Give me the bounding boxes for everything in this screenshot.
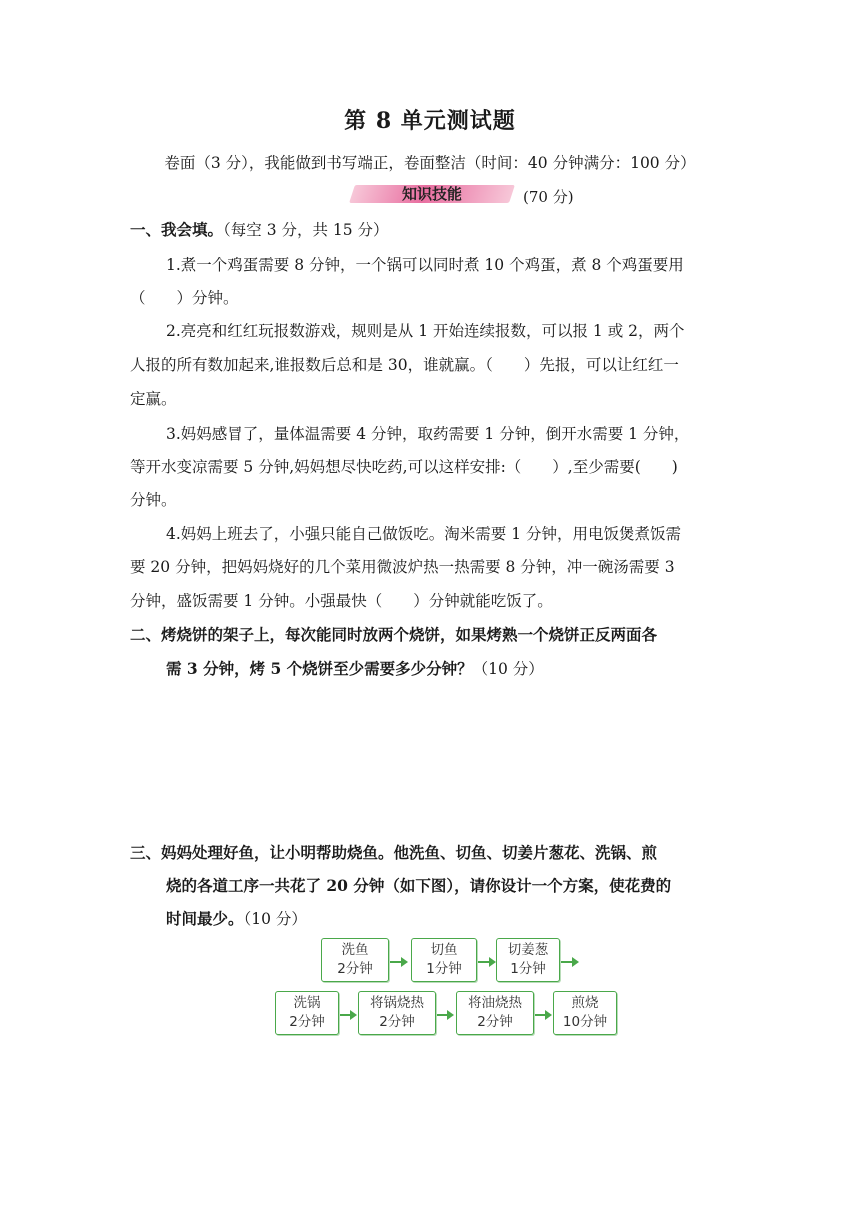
step-time: 10分钟: [562, 1014, 608, 1030]
step-time: 1分钟: [510, 961, 546, 977]
step-time: 2分钟: [379, 1014, 415, 1030]
step-wash-fish: [321, 938, 389, 982]
part3-line2: 烧的各道工序一共花了 20 分钟（如下图），请你设计一个方案，使花费的: [166, 876, 672, 895]
part1-heading: 一、我会填。: [130, 220, 224, 239]
part2-line1: 二、烤烧饼的架子上，每次能同时放两个烧饼，如果烤熟一个烧饼正反两面各: [130, 625, 658, 644]
arrow-icon: [561, 961, 577, 963]
process-flowchart: [270, 935, 630, 1045]
step-wash-pot: [275, 991, 339, 1035]
step-name: 切鱼: [430, 942, 458, 958]
step-time: 2分钟: [289, 1014, 325, 1030]
q4-line3: 分钟，盛饭需要 1 分钟。小强最快（ ）分钟就能吃饭了。: [130, 592, 553, 610]
part2-line2-row: [166, 659, 544, 679]
part3-line3-row: [166, 909, 307, 929]
q3-line1: 3.妈妈感冒了，量体温需要 4 分钟，取药需要 1 分钟，倒开水需要 1 分钟，: [166, 425, 690, 443]
part2-score: （10 分）: [472, 660, 544, 678]
part1-heading-row: [130, 220, 389, 240]
step-time: 2分钟: [337, 961, 373, 977]
banner-label: 知识技能: [401, 185, 462, 203]
banner-score: (70 分): [523, 188, 574, 206]
part3-line1: 三、妈妈处理好鱼，让小明帮助烧鱼。他洗鱼、切鱼、切姜片葱花、洗锅、煎: [130, 843, 658, 862]
part2-line2: 需 3 分钟，烤 5 个烧饼至少需要多少分钟？: [166, 659, 473, 678]
q1-line1: 1.煮一个鸡蛋需要 8 分钟，一个锅可以同时煮 10 个鸡蛋，煮 8 个鸡蛋要用: [166, 256, 684, 274]
step-name: 将锅烧热: [370, 995, 424, 1011]
part1-heading-note: （每空 3 分，共 15 分）: [223, 221, 389, 239]
step-cut-fish: [411, 938, 477, 982]
exam-instructions: 卷面（3 分），我能做到书写端正，卷面整洁（时间：40 分钟满分：100 分）: [164, 154, 696, 172]
page-title: 第 8 单元测试题: [344, 108, 516, 134]
part3-line3: 时间最少。: [166, 909, 244, 928]
step-name: 将油烧热: [468, 995, 522, 1011]
step-heat-pot: [358, 991, 436, 1035]
step-time: 2分钟: [477, 1014, 513, 1030]
step-fry: [553, 991, 617, 1035]
step-heat-oil: [456, 991, 534, 1035]
step-name: 洗锅: [293, 995, 321, 1011]
arrow-icon: [535, 1014, 550, 1016]
part3-score: （10 分）: [243, 910, 307, 928]
arrow-icon: [478, 961, 494, 963]
section-banner: [352, 183, 512, 205]
arrow-icon: [437, 1014, 452, 1016]
step-name: 切姜葱: [507, 942, 549, 958]
step-name: 洗鱼: [341, 942, 369, 958]
q4-line1: 4.妈妈上班去了，小强只能自己做饭吃。淘米需要 1 分钟，用电饭煲煮饭需: [166, 525, 682, 543]
q2-line2: 人报的所有数加起来,谁报数后总和是 30，谁就赢。（ ）先报，可以让红红一: [130, 356, 679, 374]
step-cut-ginger-scallion: [496, 938, 560, 982]
arrow-icon: [340, 1014, 355, 1016]
step-time: 1分钟: [426, 961, 462, 977]
q1-line2: （ ）分钟。: [130, 289, 239, 307]
arrow-icon: [390, 961, 406, 963]
q3-line3: 分钟。: [130, 491, 177, 509]
q2-line3: 定赢。: [130, 390, 177, 408]
step-name: 煎烧: [571, 995, 599, 1011]
q2-line1: 2.亮亮和红红玩报数游戏，规则是从 1 开始连续报数，可以报 1 或 2，两个: [166, 322, 685, 340]
q4-line2: 要 20 分钟，把妈妈烧好的几个菜用微波炉热一热需要 8 分钟，冲一碗汤需要 3: [130, 558, 675, 576]
q3-line2: 等开水变凉需要 5 分钟,妈妈想尽快吃药,可以这样安排:（ ）,至少需要( ): [130, 458, 678, 476]
